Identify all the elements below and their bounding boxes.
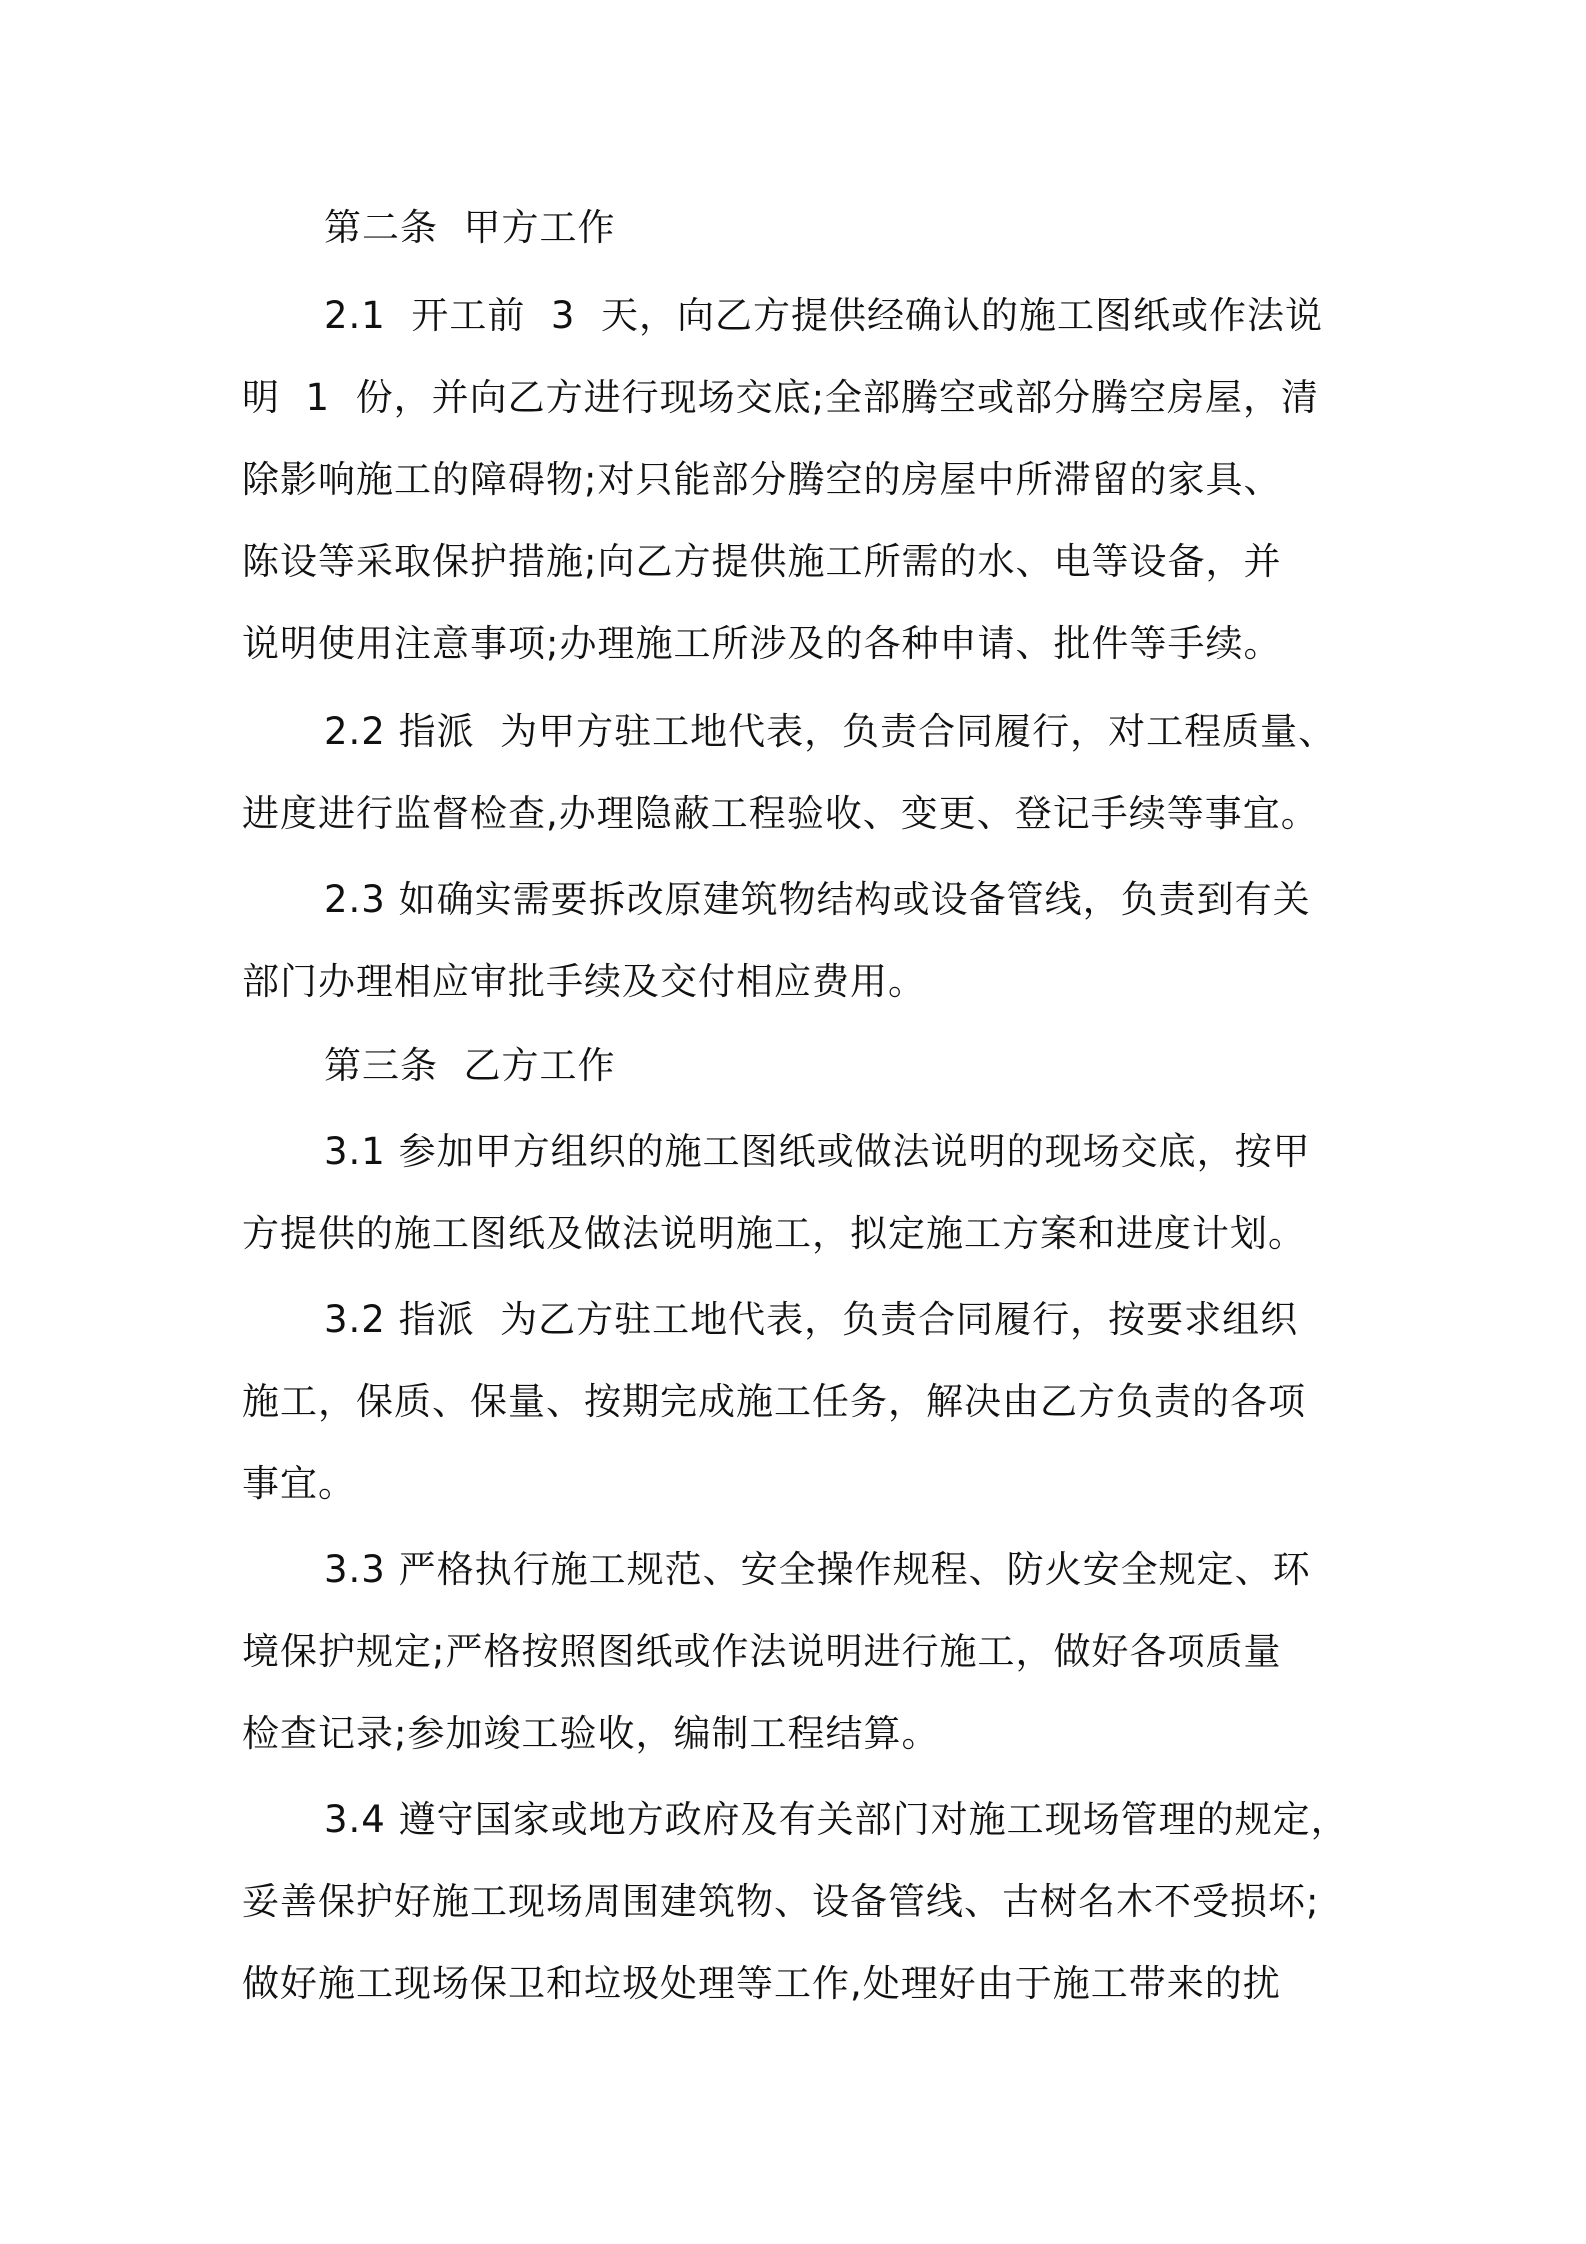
clause-3-4-line-2: 妥善保护好施工现场周围建筑物、设备管线、古树名木不受损坏;: [242, 1880, 1320, 1923]
clause-2-2-line-1: 2.2 指派 为甲方驻工地代表，负责合同履行，对工程质量、: [324, 710, 1337, 753]
clause-3-3-line-2: 境保护规定;严格按照图纸或作法说明进行施工，做好各项质量: [242, 1630, 1282, 1673]
clause-2-1-line-2: 明 1 份，并向乙方进行现场交底;全部腾空或部分腾空房屋，清: [242, 376, 1320, 419]
clause-3-4-line-3: 做好施工现场保卫和垃圾处理等工作,处理好由于施工带来的扰: [242, 1962, 1281, 2005]
clause-2-1-line-4: 陈设等采取保护措施;向乙方提供施工所需的水、电等设备，并: [242, 540, 1282, 583]
clause-2-1-line-1: 2.1 开工前 3 天，向乙方提供经确认的施工图纸或作法说: [324, 294, 1323, 337]
clause-2-1-line-3: 除影响施工的障碍物;对只能部分腾空的房屋中所滞留的家具、: [242, 458, 1282, 501]
clause-2-2-line-2: 进度进行监督检查,办理隐蔽工程验收、变更、登记手续等事宜。: [242, 792, 1319, 835]
clause-3-1-line-1: 3.1 参加甲方组织的施工图纸或做法说明的现场交底，按甲: [324, 1130, 1311, 1173]
clause-3-2-line-1: 3.2 指派 为乙方驻工地代表，负责合同履行，按要求组织: [324, 1298, 1299, 1341]
clause-3-3-line-1: 3.3 严格执行施工规范、安全操作规程、防火安全规定、环: [324, 1548, 1311, 1591]
clause-3-2-line-3: 事宜。: [242, 1462, 356, 1505]
section-heading-party-a: 第二条 甲方工作: [324, 206, 616, 249]
clause-3-2-line-2: 施工，保质、保量、按期完成施工任务，解决由乙方负责的各项: [242, 1380, 1306, 1423]
clause-2-3-line-2: 部门办理相应审批手续及交付相应费用。: [242, 960, 926, 1003]
clause-3-3-line-3: 检查记录;参加竣工验收，编制工程结算。: [242, 1712, 940, 1755]
clause-3-1-line-2: 方提供的施工图纸及做法说明施工，拟定施工方案和进度计划。: [242, 1212, 1306, 1255]
clause-2-3-line-1: 2.3 如确实需要拆改原建筑物结构或设备管线，负责到有关: [324, 878, 1311, 921]
section-heading-party-b: 第三条 乙方工作: [324, 1044, 616, 1087]
clause-3-4-line-1: 3.4 遵守国家或地方政府及有关部门对施工现场管理的规定，: [324, 1798, 1349, 1841]
clause-2-1-line-5: 说明使用注意事项;办理施工所涉及的各种申请、批件等手续。: [242, 622, 1282, 665]
